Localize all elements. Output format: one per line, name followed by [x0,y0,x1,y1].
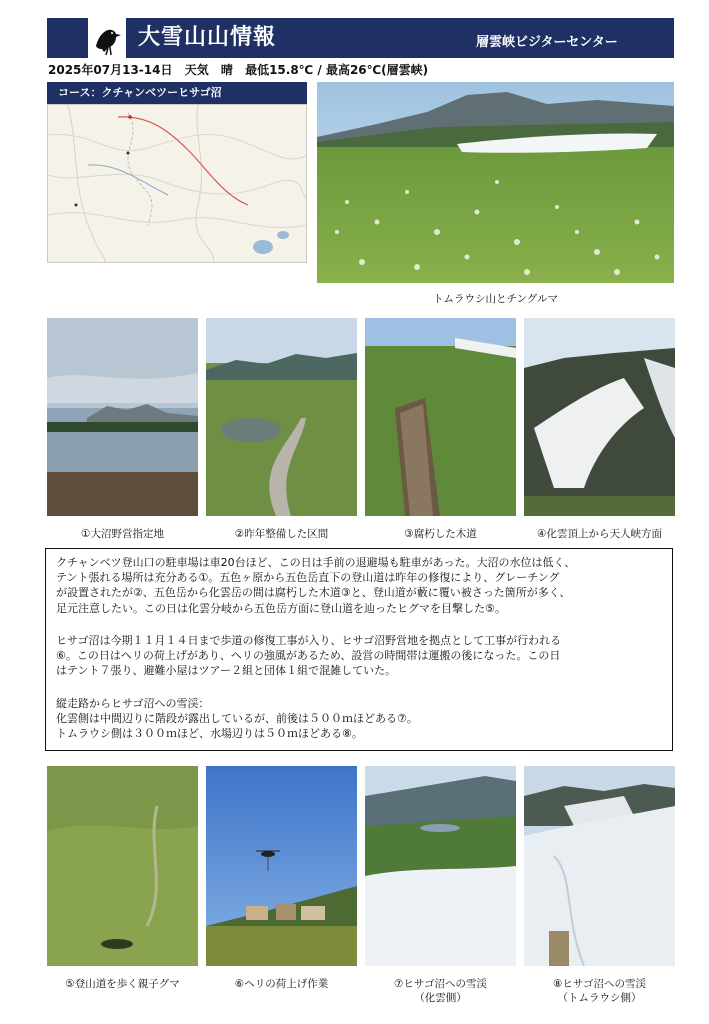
photo-repaired-section [206,318,357,516]
page-title: 大雪山山情報 [138,25,277,50]
bird-logo-icon [88,18,126,58]
photo-caption: ⑥ヘリの荷上げ作業 [234,978,329,990]
photo-caption: ④化雲頂上から天人峡方面 [537,528,662,540]
weather-value: 晴 [220,63,233,77]
report-paragraph-snow: 縦走路からヒサゴ沼への雪渓： 化雲側は中間辺りに階段が露出しているが、前後は５００ｍほどある⑦。 トムラウシ側は３００ｍほど、水場辺りは５０ｍほどある⑧。 [56,697,418,741]
photo-caption: ⑤登山道を歩く親子グマ [65,978,180,990]
weather-line [48,62,436,78]
photo-caption: ⑦ヒサゴ沼への雪渓 （化雲側） [394,978,487,1004]
course-label: コース：クチャンベツーヒサゴ沼 [58,86,222,99]
photo-bears-on-trail [47,766,198,966]
photo-tomuraushi-chinguruma [317,82,674,283]
main-photo-caption: トムラウシ山とチングルマ [433,293,558,305]
report-date: 2025年07月13-14日 [48,63,173,77]
photo-snow-tomuraushi-side [524,766,675,966]
photo-snow-kaun-side [365,766,516,966]
temperature-range: 最低15.8℃ / 最高26℃(層雲峡) [245,63,429,77]
photo-caption: ①大沼野営指定地 [81,528,164,540]
course-map [47,104,307,263]
photo-kaun-summit-view [524,318,675,516]
photo-caption: ⑧ヒサゴ沼への雪渓 （トムラウシ側） [553,978,646,1004]
report-paragraph-trail: クチャンベツ登山口の駐車場は車20台ほど、この日は手前の退避場も駐車があった。大沼の水位は低く、 テント張れる場所は充分ある①。五色ヶ原から五色岳直下の登山道は昨年の修復により、グレーチング が設置されたが②、五色岳から化雲岳の間は腐朽した木道③と、登山道が藪に覆い被さった箇所が多く、 足元注意したい。この日は化雲分岐から五色岳方面に登山道を辿ったヒグマを目撃した⑤。 [56,556,576,615]
report-paragraph-hisago: ヒサゴ沼は今期１１月１４日まで歩道の修復工事が入り、ヒサゴ沼野営地を拠点として工事が行われる ⑥。この日はヘリの荷上げがあり、ヘリの強風があるため、設営の時間帯は運搬の後になった。この日 はテント７張り、避難小屋はツアー２組と団体１組で混雑していた。 [56,634,562,678]
photo-caption: ②昨年整備した区間 [234,528,329,540]
photo-rotten-boardwalk [365,318,516,516]
photo-onuma-campsite [47,318,198,516]
visitor-center-name: 層雲峡ビジターセンター [476,35,618,50]
weather-label: 天気 [184,63,209,77]
photo-helicopter-lift [206,766,357,966]
photo-caption: ③腐朽した木道 [404,528,477,540]
